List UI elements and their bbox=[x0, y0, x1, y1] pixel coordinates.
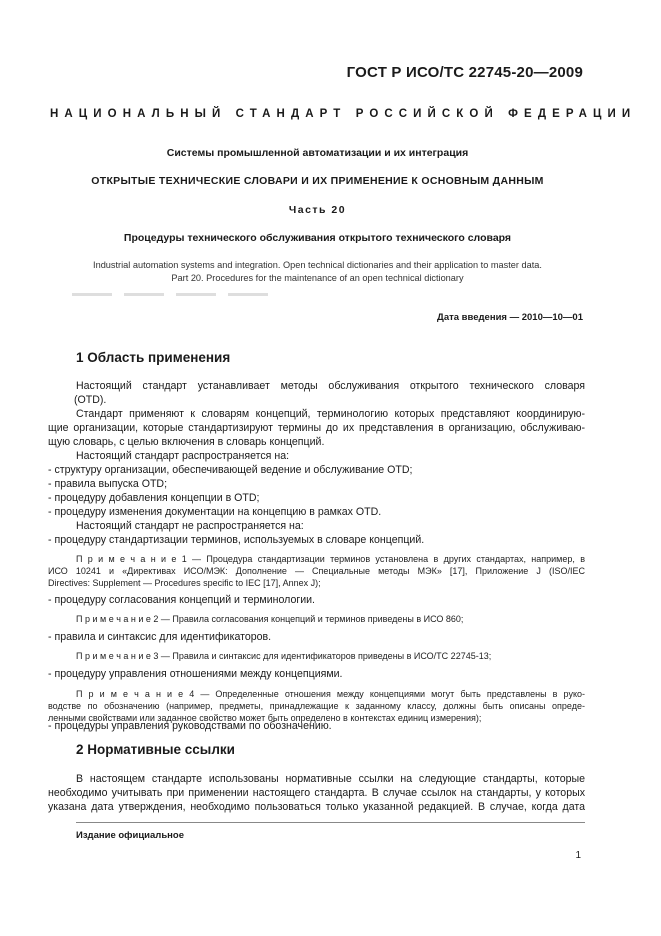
official-edition-label: Издание официальное bbox=[76, 830, 184, 841]
text-line: В настоящем стандарте использованы нормативные ссылки на следующие стандарты, которые bbox=[76, 773, 585, 785]
list-item: - процедуру управления отношениями между концепциями. bbox=[48, 668, 343, 680]
scope-list bbox=[48, 463, 557, 519]
sub-title: Процедуры технического обслуживания открытого технического словаря bbox=[123, 232, 512, 244]
list-item: - структуру организации, обеспечивающей ведение и обслуживание OTD; bbox=[48, 464, 413, 476]
list-item: - процедуру добавления концепции в OTD; bbox=[48, 492, 260, 504]
national-standard-banner: НАЦИОНАЛЬНЫЙ СТАНДАРТ РОССИЙСКОЙ ФЕДЕРАЦИИ bbox=[50, 108, 637, 120]
paragraph bbox=[76, 379, 585, 407]
note-line: ИСО 10241 и «Директивах ИСО/МЭК: Дополнение — Специальные методы МЭК» [17], Приложение J (ISO/IEC bbox=[48, 566, 585, 577]
section-2-heading: 2 Нормативные ссылки bbox=[76, 742, 235, 757]
list-item: - правила и синтаксис для идентификаторов. bbox=[48, 631, 272, 643]
text-line: щие организации, которые стандартизируют термины до их представления в организацию, обслуживаю- bbox=[48, 422, 585, 434]
part-title: Часть 20 bbox=[288, 204, 347, 216]
note-line: ленными свойствами или заданное свойство может быть определено в контекстах единиц измерения); bbox=[48, 713, 482, 724]
text-line: необходимо учитывать при применении настоящего стандарта. В случае ссылок на стандарты, у которых bbox=[48, 787, 585, 799]
english-title bbox=[50, 259, 585, 285]
note-line: водстве по обозначению (например, предметы, принадлежащие к заданному классу, должны быть описаны опреде- bbox=[48, 701, 585, 712]
text-line: щую словарь, с целью включения в словарь концепций. bbox=[48, 436, 325, 448]
text-line: Настоящий стандарт распространяется на: bbox=[76, 450, 290, 462]
text-line: Стандарт применяют к словарям концепций, терминологию которых представляют координирую- bbox=[76, 408, 585, 420]
scan-artifact bbox=[72, 293, 280, 296]
text-line: Настоящий стандарт не распространяется на: bbox=[76, 520, 304, 532]
introduction-date: Дата введения — 2010—10—01 bbox=[437, 312, 583, 323]
paragraph bbox=[76, 519, 585, 533]
page-number: 1 bbox=[575, 850, 581, 861]
note-1 bbox=[48, 553, 585, 590]
note-2: П р и м е ч а н и е 2 — Правила согласования концепций и терминов приведены в ИСО 860; bbox=[76, 614, 464, 624]
main-title: ОТКРЫТЫЕ ТЕХНИЧЕСКИЕ СЛОВАРИ И ИХ ПРИМЕНЕНИЕ К ОСНОВНЫМ ДАННЫМ bbox=[91, 175, 544, 187]
text-line: указана дата утверждения, необходимо пользоваться только указанной редакцией. В случае, когда дата bbox=[48, 801, 585, 813]
text-line: (OTD). bbox=[74, 394, 107, 406]
section-1-heading: 1 Область применения bbox=[76, 350, 231, 365]
paragraph bbox=[48, 772, 585, 814]
paragraph bbox=[76, 449, 585, 463]
document-code: ГОСТ Р ИСО/ТС 22745-20—2009 bbox=[346, 64, 583, 81]
list-item: - правила выпуска OTD; bbox=[48, 478, 168, 490]
note-3: П р и м е ч а н и е 3 — Правила и синтаксис для идентификаторов приведены в ИСО/ТС 22745-13; bbox=[76, 651, 492, 661]
list-item: - процедуры управления руководствами по обозначению. bbox=[48, 720, 332, 732]
note-line: П р и м е ч а н и е 4 — Определенные отношения между концепциями могут быть представлены в руко- bbox=[76, 689, 585, 699]
note-line: П р и м е ч а н и е 1 — Процедура стандартизации терминов установлена в других стандартах, например, в bbox=[76, 554, 585, 564]
list-item: - процедуру стандартизации терминов, используемых в словаре концепций. bbox=[48, 534, 425, 546]
section-1-body bbox=[76, 379, 585, 407]
text-line: Настоящий стандарт устанавливает методы обслуживания открытого технического словаря bbox=[76, 380, 585, 392]
list-item: - процедуру согласования концепций и терминологии. bbox=[48, 594, 315, 606]
series-title: Системы промышленной автоматизации и их интеграция bbox=[166, 147, 469, 159]
english-title-line: Industrial automation systems and integration. Open technical dictionaries and their application to master data. bbox=[93, 260, 542, 270]
paragraph bbox=[48, 407, 585, 449]
english-title-line: Part 20. Procedures for the maintenance of an open technical dictionary bbox=[171, 273, 464, 283]
note-line: Directives: Supplement — Procedures specific to IEC [17], Annex J); bbox=[48, 578, 321, 589]
footer-divider bbox=[76, 822, 585, 823]
list-item: - процедуру изменения документации на концепцию в рамках OTD. bbox=[48, 506, 382, 518]
